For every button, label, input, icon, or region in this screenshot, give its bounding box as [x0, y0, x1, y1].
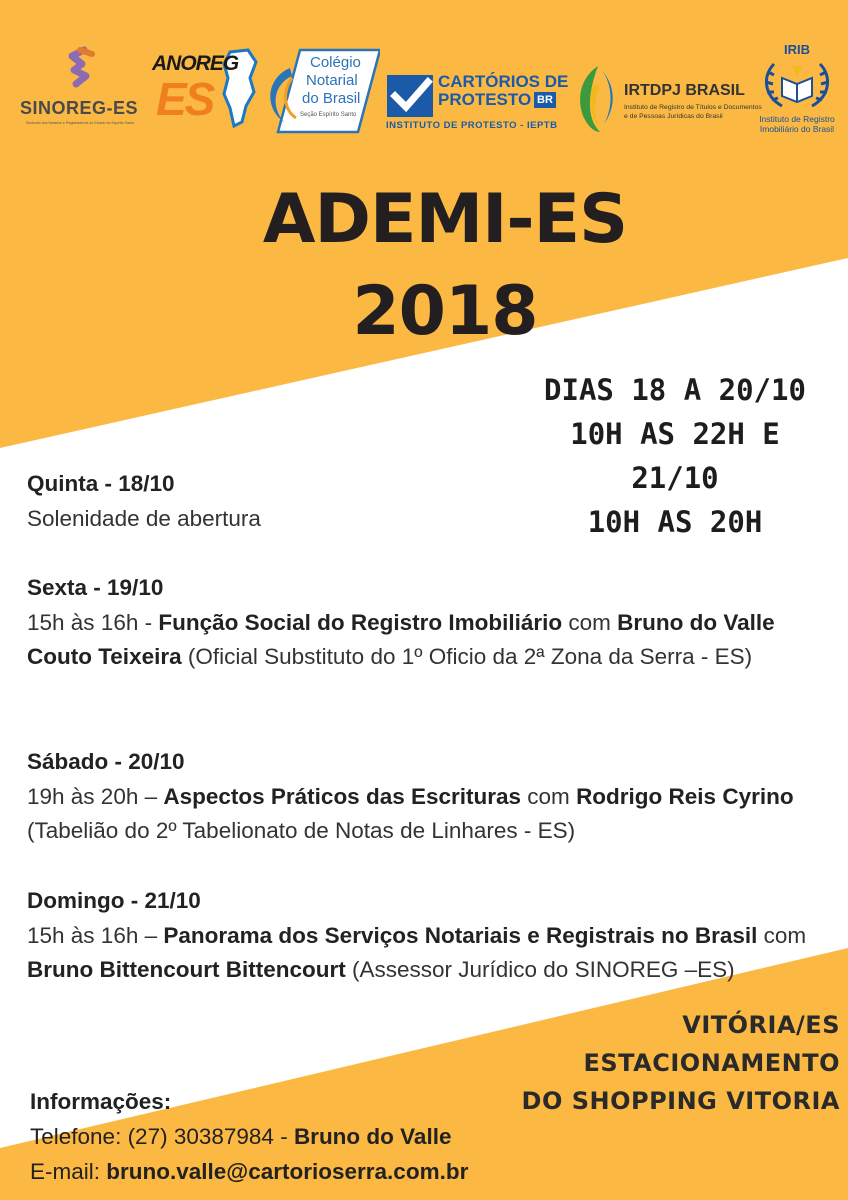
session-with: com	[757, 922, 807, 948]
schedule-day-label: Sábado - 20/10	[27, 749, 185, 774]
event-title: ADEMI-ES	[262, 180, 628, 259]
schedule-description	[27, 780, 827, 849]
event-year: 2018	[352, 272, 538, 351]
session-time: 15h às 16h –	[27, 922, 164, 948]
session-time: 15h às 16h -	[27, 609, 159, 635]
contact-title: Informações:	[30, 1089, 172, 1114]
colegio-notarial-logo	[262, 48, 380, 134]
schedule-thursday	[27, 467, 827, 536]
session-with: com	[562, 609, 618, 635]
session-role: (Oficial Substituto do 1º Oficio da 2ª Zona da Serra - ES)	[181, 644, 753, 669]
schedule-description	[27, 606, 827, 675]
irib-line2: Imobiliário do Brasil	[759, 124, 835, 134]
irtdpj-name: IRTDPJ BRASIL	[624, 82, 745, 99]
schedule-friday	[27, 571, 827, 675]
session-with: com	[521, 783, 577, 809]
dates-line-4: 10H AS 20H	[587, 505, 763, 539]
dates-line-1: DIAS 18 A 20/10	[544, 373, 806, 407]
venue-line-1: VITÓRIA/ES	[682, 1011, 840, 1039]
schedule-sunday	[27, 884, 827, 988]
sinoreg-subtitle: Sindicato dos Notários e Registradores do Estado do Espírito Santo	[25, 121, 135, 125]
sinoreg-name: SINOREG-ES	[19, 98, 139, 118]
sinoreg-s-icon	[14, 44, 144, 99]
irtdpj-logo	[574, 64, 762, 134]
session-time: 19h às 20h –	[27, 783, 164, 809]
irib-line1: Instituto de Registro	[759, 114, 835, 124]
venue-line-3: DO SHOPPING VITORIA	[521, 1087, 840, 1115]
contact-info	[30, 1084, 630, 1189]
venue-line-2: ESTACIONAMENTO	[583, 1049, 840, 1077]
email-label: E-mail:	[30, 1159, 107, 1184]
cartorios-protesto-logo	[386, 72, 569, 136]
session-topic: Função Social do Registro Imobiliário	[158, 609, 563, 635]
phone-label: Telefone: (27) 30387984 -	[30, 1124, 294, 1149]
colegio-line2: Notarial	[306, 72, 358, 89]
schedule-day-label: Quinta - 18/10	[27, 471, 175, 496]
sinoreg-logo	[14, 44, 144, 134]
irtdpj-line2: e de Pessoas Jurídicas do Brasil	[624, 113, 723, 120]
irtdpj-flame-icon	[574, 64, 618, 134]
anoreg-logo	[152, 48, 262, 138]
schedule-day-label: Sexta - 19/10	[27, 575, 164, 600]
session-topic: Panorama dos Serviços Notariais e Registrais no Brasil	[163, 922, 758, 948]
email-link[interactable]: bruno.valle@cartorioserra.com.br	[106, 1159, 469, 1184]
colegio-line1: Colégio	[310, 54, 361, 71]
cartorios-badge: BR	[534, 92, 556, 108]
irib-logo	[752, 42, 842, 138]
colegio-line3: do Brasil	[302, 90, 361, 107]
cartorios-line1: CARTÓRIOS DE	[438, 72, 569, 91]
anoreg-name: ANOREG	[152, 52, 239, 75]
sponsor-logos	[0, 36, 848, 146]
session-speaker: Rodrigo Reis Cyrino	[576, 783, 794, 809]
schedule-description: Solenidade de abertura	[27, 505, 261, 531]
anoreg-es: ES	[156, 73, 214, 125]
schedule-day-label: Domingo - 21/10	[27, 888, 201, 913]
cartorios-line2: PROTESTO	[438, 90, 532, 109]
cartorios-line3: INSTITUTO DE PROTESTO - IEPTB	[386, 120, 558, 131]
dates-line-2: 10H AS 22H E	[570, 417, 780, 451]
irtdpj-line1: Instituto de Registro de Títulos e Documentos	[624, 104, 762, 111]
checkmark-icon	[386, 74, 434, 118]
schedule-saturday	[27, 745, 827, 849]
session-role: (Tabelião do 2º Tabelionato de Notas de Linhares - ES)	[27, 818, 576, 843]
phone-contact-name: Bruno do Valle	[293, 1124, 452, 1149]
session-speaker: Bruno do Valle Couto Teixeira	[27, 609, 775, 669]
session-topic: Aspectos Práticos das Escrituras	[163, 783, 522, 809]
irib-name: IRIB	[784, 42, 810, 57]
irib-laurel-book-icon	[752, 56, 842, 112]
contact-phone	[30, 1119, 630, 1154]
dates-line-3: 21/10	[631, 461, 719, 495]
contact-email	[30, 1154, 630, 1189]
session-role: (Assessor Jurídico do SINOREG –ES)	[345, 957, 735, 982]
colegio-line4: Seção Espírito Santo	[300, 112, 357, 118]
session-speaker: Bruno Bittencourt Bittencourt	[27, 957, 346, 982]
schedule-description	[27, 919, 827, 988]
